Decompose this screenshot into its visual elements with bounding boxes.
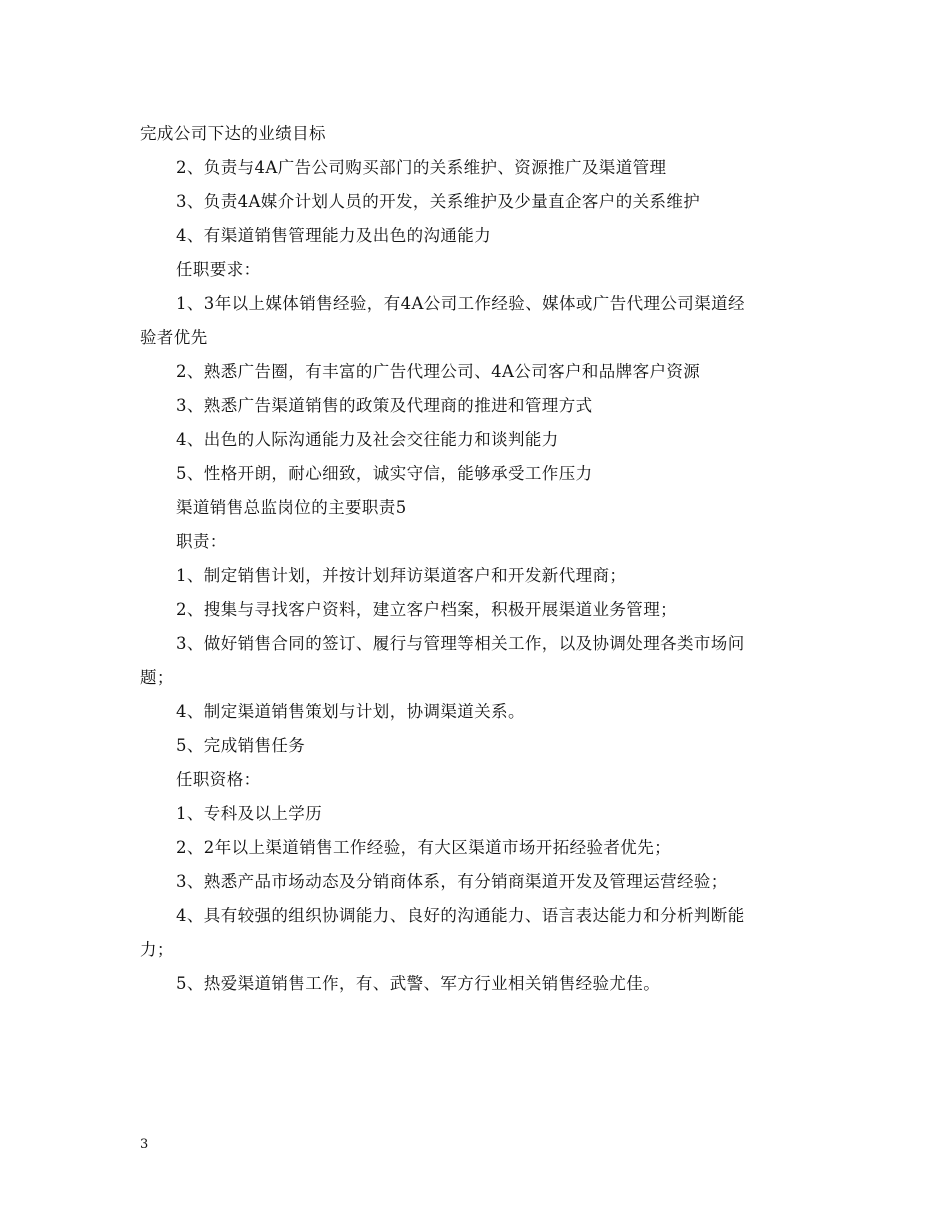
text-line: 力； bbox=[140, 940, 174, 959]
text-line: 2、熟悉广告圈，有丰富的广告代理公司、4A公司客户和品牌客户资源 bbox=[176, 362, 701, 381]
text-line: 2、负责与4A广告公司购买部门的关系维护、资源推广及渠道管理 bbox=[176, 158, 667, 177]
text-line: 1、制定销售计划，并按计划拜访渠道客户和开发新代理商； bbox=[176, 566, 627, 585]
text-line: 题； bbox=[140, 668, 174, 687]
text-line: 完成公司下达的业绩目标 bbox=[140, 124, 326, 143]
text-line: 验者优先 bbox=[140, 328, 208, 347]
text-line: 5、完成销售任务 bbox=[176, 736, 306, 755]
text-line: 2、2年以上渠道销售工作经验，有大区渠道市场开拓经验者优先； bbox=[176, 838, 671, 857]
text-line: 1、3年以上媒体销售经验，有4A公司工作经验、媒体或广告代理公司渠道经 bbox=[176, 294, 745, 313]
text-line: 4、出色的人际沟通能力及社会交往能力和谈判能力 bbox=[176, 430, 559, 449]
section-heading: 职责： bbox=[176, 532, 227, 551]
section-title: 渠道销售总监岗位的主要职责5 bbox=[176, 498, 407, 517]
text-line: 2、搜集与寻找客户资料，建立客户档案，积极开展渠道业务管理； bbox=[176, 600, 677, 619]
page-number: 3 bbox=[140, 1137, 149, 1152]
text-line: 4、具有较强的组织协调能力、良好的沟通能力、语言表达能力和分析判断能 bbox=[176, 906, 745, 925]
text-line: 3、熟悉产品市场动态及分销商体系，有分销商渠道开发及管理运营经验； bbox=[176, 872, 728, 891]
text-line: 3、负责4A媒介计划人员的开发，关系维护及少量直企客户的关系维护 bbox=[176, 192, 701, 211]
text-line: 4、有渠道销售管理能力及出色的沟通能力 bbox=[176, 226, 492, 245]
section-heading: 任职资格： bbox=[176, 770, 261, 789]
document-body bbox=[140, 117, 820, 1001]
text-line: 3、做好销售合同的签订、履行与管理等相关工作，以及协调处理各类市场问 bbox=[176, 634, 745, 653]
section-heading: 任职要求： bbox=[176, 260, 261, 279]
text-line: 5、性格开朗，耐心细致，诚实守信，能够承受工作压力 bbox=[176, 464, 593, 483]
text-line: 4、制定渠道销售策划与计划，协调渠道关系。 bbox=[176, 702, 525, 721]
text-line: 3、熟悉广告渠道销售的政策及代理商的推进和管理方式 bbox=[176, 396, 593, 415]
text-line: 1、专科及以上学历 bbox=[176, 804, 323, 823]
text-line: 5、热爱渠道销售工作，有、武警、军方行业相关销售经验尤佳。 bbox=[176, 974, 661, 993]
